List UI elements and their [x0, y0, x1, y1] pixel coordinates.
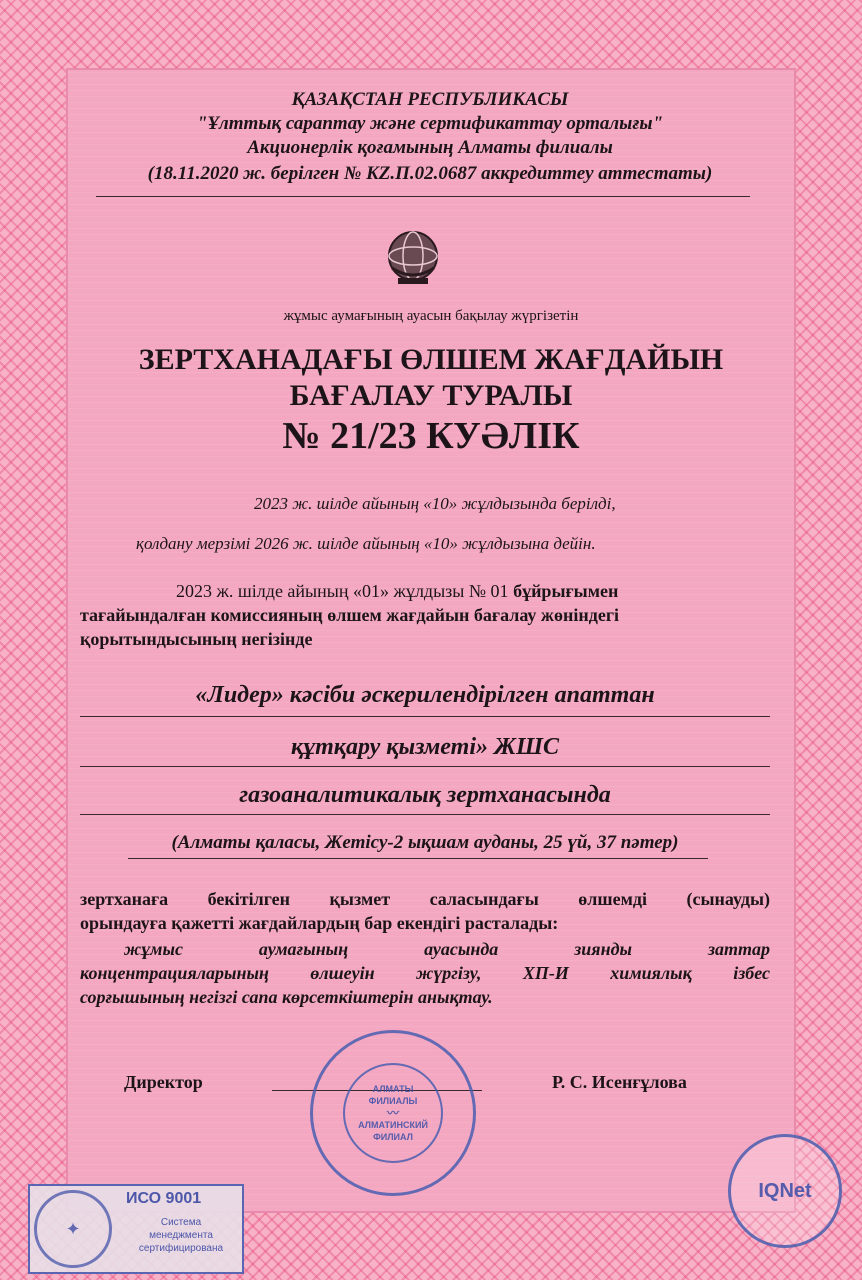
iso-badge [28, 1184, 244, 1274]
basis-order: 2023 ж. шілде айының «01» жұлдызы № 01 [176, 581, 509, 601]
scope-line3: сорғышының негізгі сапа көрсеткіштерін анықтау. [80, 987, 493, 1007]
official-stamp [310, 1030, 476, 1196]
iso-title: ИСО 9001 [126, 1190, 202, 1207]
issue-date: 2023 ж. шілде айының «10» жұлдызында берілді, [254, 494, 616, 513]
subtitle: жұмыс аумағының ауасын бақылау жүргізетін [283, 308, 579, 324]
iso-text-line1: Система [160, 1217, 202, 1228]
iso-emblem-icon: ✦ [34, 1190, 112, 1268]
basis-order-word: бұйрығымен [513, 581, 619, 601]
iso-text-line3: сертифицирована [138, 1243, 224, 1254]
header-center-name: "Ұлттық сараптау және сертификаттау орталығы" [196, 113, 664, 134]
fill-rule-2 [80, 766, 770, 767]
organization-line1: «Лидер» кәсіби әскерилендірілген апаттан [195, 682, 655, 708]
header-accreditation: (18.11.2020 ж. берілген № KZ.П.02.0687 аккредиттеу аттестаты) [147, 163, 713, 184]
signature-role: Директор [124, 1072, 203, 1092]
globe-emblem-icon [378, 224, 448, 294]
scope-line2: концентрацияларының өлшеуін жүргізу, ХП-И химиялық ізбес [80, 963, 770, 983]
fill-rule-3 [80, 814, 770, 815]
signatory-name: Р. С. Исенғұлова [552, 1072, 687, 1092]
certificate-number: № 21/23 КУӘЛІК [282, 415, 580, 457]
header-divider [96, 196, 750, 197]
confirmation-line1: зертханаға бекітілген қызмет саласындағы өлшемді (сынауды) [80, 889, 770, 909]
address: (Алматы қаласы, Жетісу-2 ықшам ауданы, 25 үй, 37 пәтер) [171, 832, 679, 853]
stamp-line1: АЛМАТЫ [372, 1084, 414, 1094]
title-line2: БАҒАЛАУ ТУРАЛЫ [289, 379, 573, 412]
title-line1: ЗЕРТХАНАДАҒЫ ӨЛШЕМ ЖАҒДАЙЫН [138, 343, 724, 376]
address-rule [128, 858, 708, 859]
header-branch: Акционерлік қоғамының Алматы филиалы [247, 137, 613, 158]
basis-line2: тағайындалған комиссияның өлшем жағдайын бағалау жөніндегі [80, 605, 619, 625]
header-country: ҚАЗАҚСТАН РЕСПУБЛИКАСЫ [291, 89, 569, 110]
iqnet-logo: IQNet [728, 1134, 842, 1248]
organization-line2: құтқару қызметі» ЖШС [290, 734, 560, 760]
confirmation-line2: орындауға қажетті жағдайлардың бар екендігі расталады: [80, 913, 559, 933]
stamp-line4: ФИЛИАЛ [373, 1132, 413, 1142]
fill-rule-1 [80, 716, 770, 717]
validity-date: қолдану мерзімі 2026 ж. шілде айының «10» жұлдызына дейін. [136, 534, 596, 553]
scope-line1: жұмыс аумағының ауасында зиянды заттар [124, 939, 770, 959]
iso-text-line2: менеджмента [149, 1230, 213, 1241]
basis-line1 [176, 580, 618, 602]
stamp-line2: ФИЛИАЛЫ [368, 1096, 418, 1106]
basis-line3: қорытындысының негізінде [80, 629, 313, 649]
laboratory-name: газоаналитикалық зертханасында [239, 782, 611, 808]
iso-text [126, 1216, 236, 1255]
stamp-line3: АЛМАТИНСКИЙ [358, 1120, 428, 1130]
stamp-emblem-icon: 〰 [386, 1106, 399, 1120]
